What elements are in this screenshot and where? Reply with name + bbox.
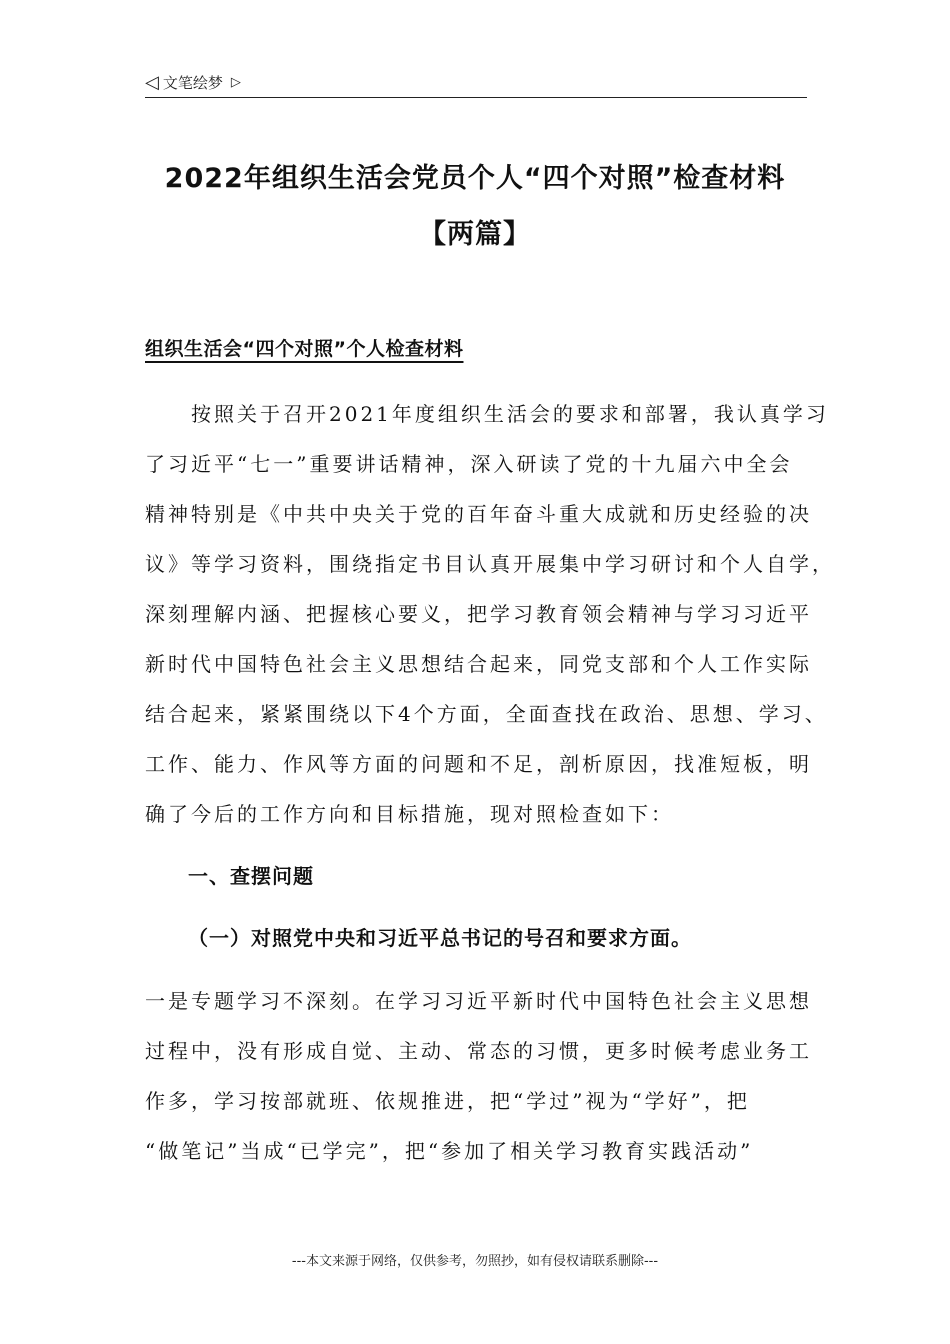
header-divider [145,97,807,98]
body-line: 了习近平“七一”重要讲话精神，深入研读了党的十九届六中全会 [145,452,793,476]
body-line: 过程中，没有形成自觉、主动、常态的习惯，更多时候考虑业务工 [145,1039,812,1063]
document-title-line-2: 【两篇】 [419,219,531,250]
body-line: 深刻理解内涵、把握核心要义，把学习教育领会精神与学习习近平 [145,602,812,626]
body-line: 按照关于召开2021年度组织生活会的要求和部署，我认真学习 [145,402,829,426]
brand-label: 文笔绘梦 [162,74,223,92]
brand [145,72,807,94]
body-line: 工作、能力、作风等方面的问题和不足，剖析原因，找准短板，明 [145,752,812,776]
document-header [145,72,807,98]
section-title: 组织生活会“四个对照”个人检查材料 [145,338,464,360]
body-line: “做笔记”当成“已学完”，把“参加了相关学习教育实践活动” [145,1139,754,1163]
body-line: 精神特别是《中共中央关于党的百年奋斗重大成就和历史经验的决 [145,502,812,526]
heading-problems: 一、查摆问题 [188,864,314,888]
triangle-left-icon: ◁ [145,72,159,93]
document-title-line-1: 2022年组织生活会党员个人“四个对照”检查材料 [164,163,786,194]
body-line: 一是专题学习不深刻。在学习习近平新时代中国特色社会主义思想 [145,989,812,1013]
body-line: 确了今后的工作方向和目标措施，现对照检查如下： [145,802,674,826]
body-line: 议》等学习资料，围绕指定书目认真开展集中学习研讨和个人自学， [145,552,835,576]
subheading-1: （一）对照党中央和习近平总书记的号召和要求方面。 [188,926,692,950]
footer-disclaimer: ---本文来源于网络，仅供参考，勿照抄，如有侵权请联系删除--- [291,1254,659,1269]
body-line: 作多，学习按部就班、依规推进，把“学过”视为“学好”，把 [145,1089,750,1113]
body-line: 新时代中国特色社会主义思想结合起来，同党支部和个人工作实际 [145,652,812,676]
triangle-right-icon: ▷ [230,75,241,90]
body-line: 结合起来，紧紧围绕以下4个方面，全面查找在政治、思想、学习、 [145,702,828,726]
